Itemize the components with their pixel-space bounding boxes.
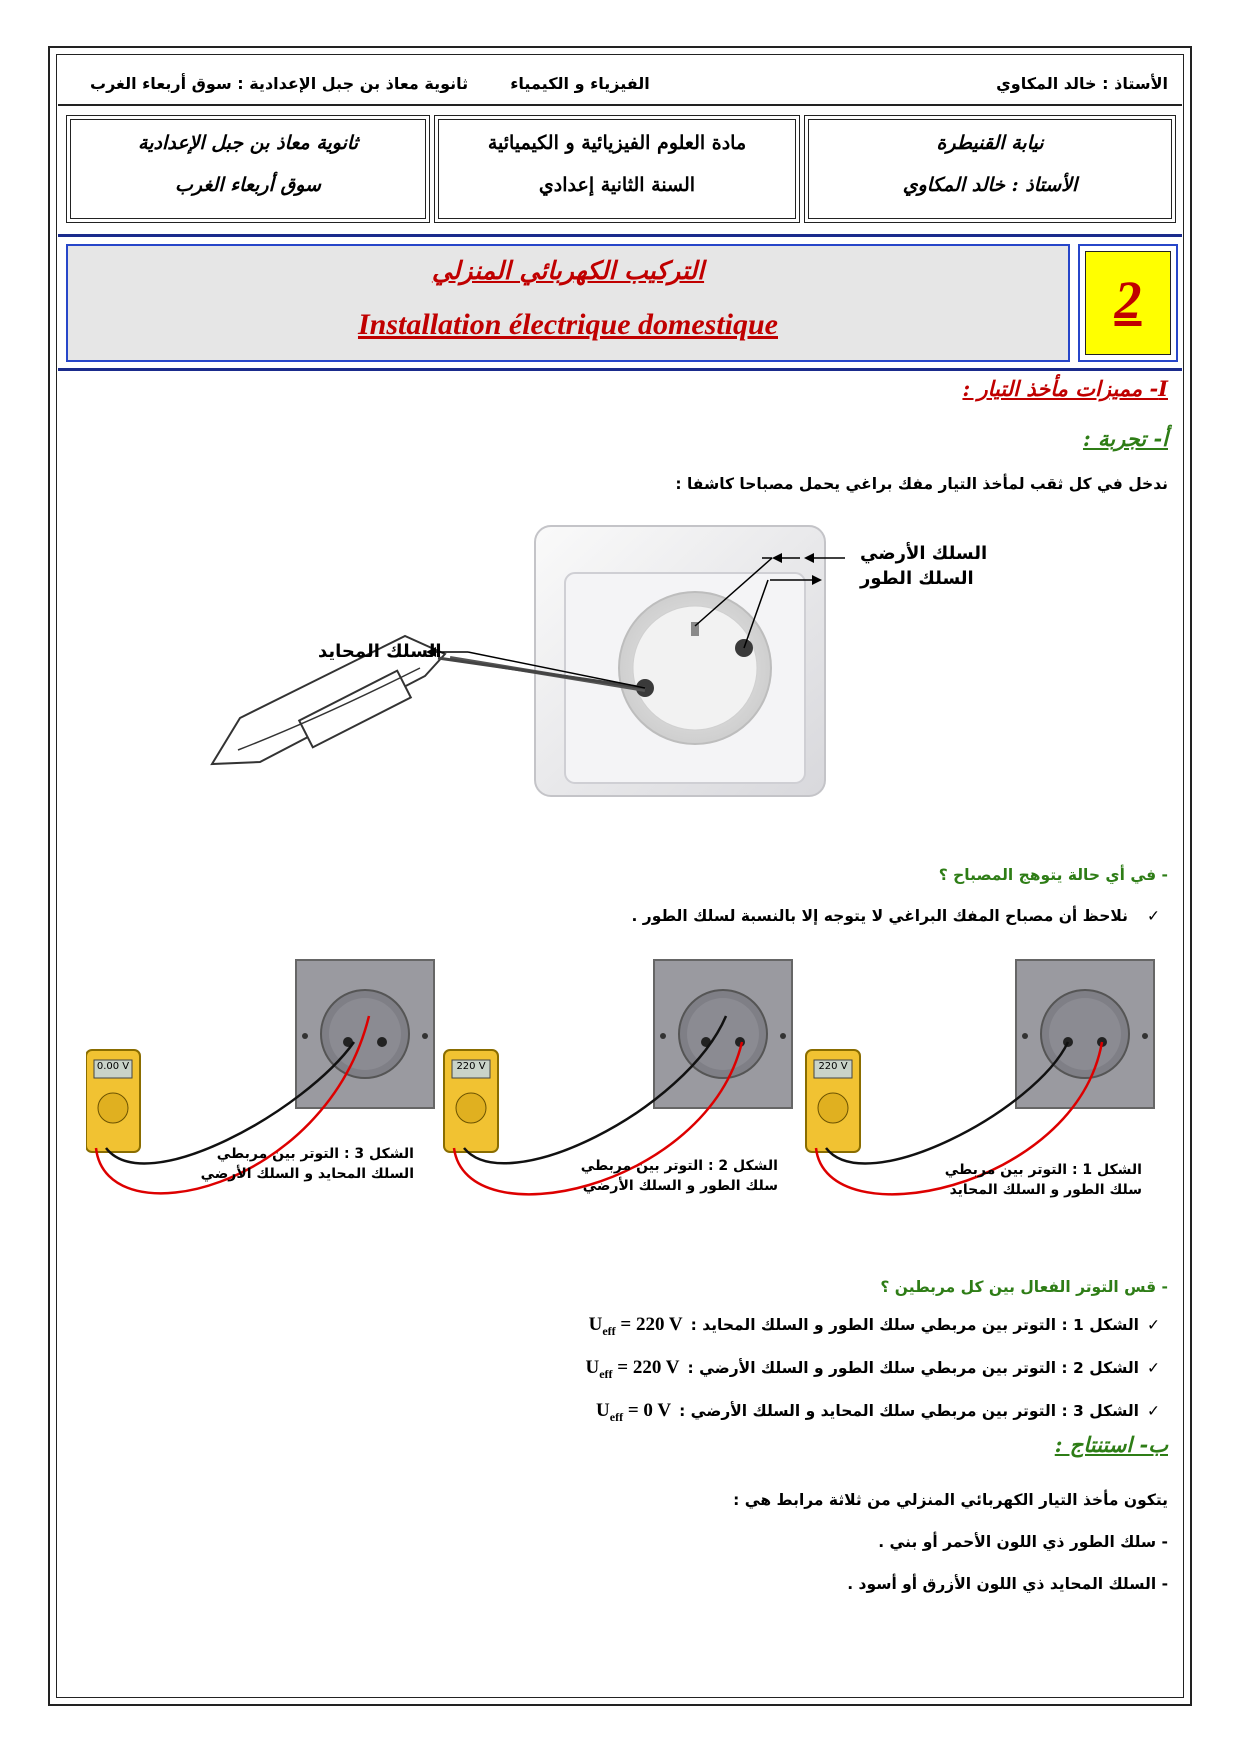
- measurement-row-3: ✓ الشكل 3 : التوتر بين مربطي سلك المحايد و السلك الأرضي : $U_{eff} = 0$ V: [596, 1400, 1160, 1424]
- grade-label: السنة الثانية إعدادي: [538, 174, 696, 196]
- header-separator: [58, 234, 1182, 237]
- caption-fig3: الشكل 3 : التوتر بين مربطي السلك المحايد و السلك الأرضي: [200, 1146, 414, 1182]
- answer-lamp: نلاحظ أن مصباح المفك البراغي لا يتوجه إلا بالنسبة لسلك الطور .: [631, 907, 1128, 925]
- town-label: سوق أربعاء الغرب: [175, 174, 321, 196]
- measurement-row-1: ✓ الشكل 1 : التوتر بين مربطي سلك الطور و السلك المحايد : $U_{eff} = 220$ V: [588, 1314, 1160, 1338]
- lesson-title-ar: التركيب الكهربائي المنزلي: [431, 256, 705, 285]
- header-box-middle: [434, 115, 800, 223]
- measurement-row-2: ✓ الشكل 2 : التوتر بين مربطي سلك الطور و السلك الأرضي : $U_{eff} = 220$ V: [585, 1357, 1160, 1381]
- label-phase-wire: السلك الطور: [860, 568, 974, 589]
- question-voltage: - قس التوتر الفعال بين كل مربطين ؟: [880, 1278, 1168, 1296]
- title-separator: [58, 368, 1182, 371]
- label-earth-wire: السلك الأرضي: [860, 543, 988, 564]
- subsection-a-heading: أ- تجربة :: [1082, 426, 1168, 451]
- course-label: مادة العلوم الفيزيائية و الكيميائية: [487, 132, 747, 154]
- teacher-name: الأستاذ : خالد المكاوي: [996, 74, 1168, 93]
- header-box-left: [66, 115, 430, 223]
- section-heading: I- مميزات مأخذ التيار :: [962, 376, 1168, 401]
- display-fig3: 0.00 V: [96, 1061, 130, 1072]
- measurement-3-text: الشكل 3 : التوتر بين مربطي سلك المحايد و السلك الأرضي :: [679, 1402, 1139, 1420]
- caption-fig2: الشكل 2 : التوتر بين مربطي سلك الطور و السلك الأرضي: [580, 1158, 778, 1194]
- lesson-number: 2: [1085, 251, 1171, 355]
- conclusion-line-2: - سلك الطور ذي اللون الأحمر أو بني .: [878, 1533, 1168, 1551]
- experiment-intro: ندخل في كل ثقب لمأخذ التيار مفك براغي يحمل مصباحا كاشفا :: [675, 475, 1168, 493]
- subsection-b-heading: ب- استنتاج :: [1054, 1432, 1168, 1457]
- display-fig1: 220 V: [818, 1061, 848, 1072]
- lesson-number-box: [1078, 244, 1178, 362]
- top-separator: [58, 104, 1182, 106]
- measurement-2-text: الشكل 2 : التوتر بين مربطي سلك الطور و السلك الأرضي :: [687, 1359, 1139, 1377]
- question-lamp: - في أي حالة يتوهج المصباح ؟: [938, 866, 1168, 884]
- school-label: ثانوية معاذ بن جبل الإعدادية: [138, 132, 358, 154]
- display-fig2: 220 V: [456, 1061, 486, 1072]
- directorate-label: نيابة القنيطرة: [936, 132, 1044, 154]
- measurement-1-text: الشكل 1 : التوتر بين مربطي سلك الطور و السلك المحايد :: [690, 1316, 1139, 1334]
- lesson-title-box: [66, 244, 1070, 362]
- subject-name: الفيزياء و الكيمياء: [510, 74, 650, 93]
- conclusion-line-1: يتكون مأخذ التيار الكهربائي المنزلي من ثلاثة مرابط هي :: [733, 1491, 1168, 1509]
- measurement-3-value: $U_{eff} = 0$ V: [596, 1400, 672, 1424]
- measurement-1-value: $U_{eff} = 220$ V: [588, 1314, 683, 1338]
- header-box-right: [804, 115, 1176, 223]
- caption-fig1: الشكل 1 : التوتر بين مربطي سلك الطور و السلك المحايد: [944, 1162, 1142, 1198]
- lesson-title-fr: Installation électrique domestique: [357, 308, 778, 341]
- label-neutral-wire: السلك المحايد: [318, 641, 442, 662]
- conclusion-line-3: - السلك المحايد ذي اللون الأزرق أو أسود .: [847, 1575, 1168, 1593]
- teacher-label: الأستاذ : خالد المكاوي: [902, 174, 1078, 196]
- school-name: ثانوية معاذ بن جبل الإعدادية : سوق أربعاء الغرب: [90, 74, 469, 93]
- check-icon: ✓: [1147, 907, 1160, 925]
- measurement-2-value: $U_{eff} = 220$ V: [585, 1357, 680, 1381]
